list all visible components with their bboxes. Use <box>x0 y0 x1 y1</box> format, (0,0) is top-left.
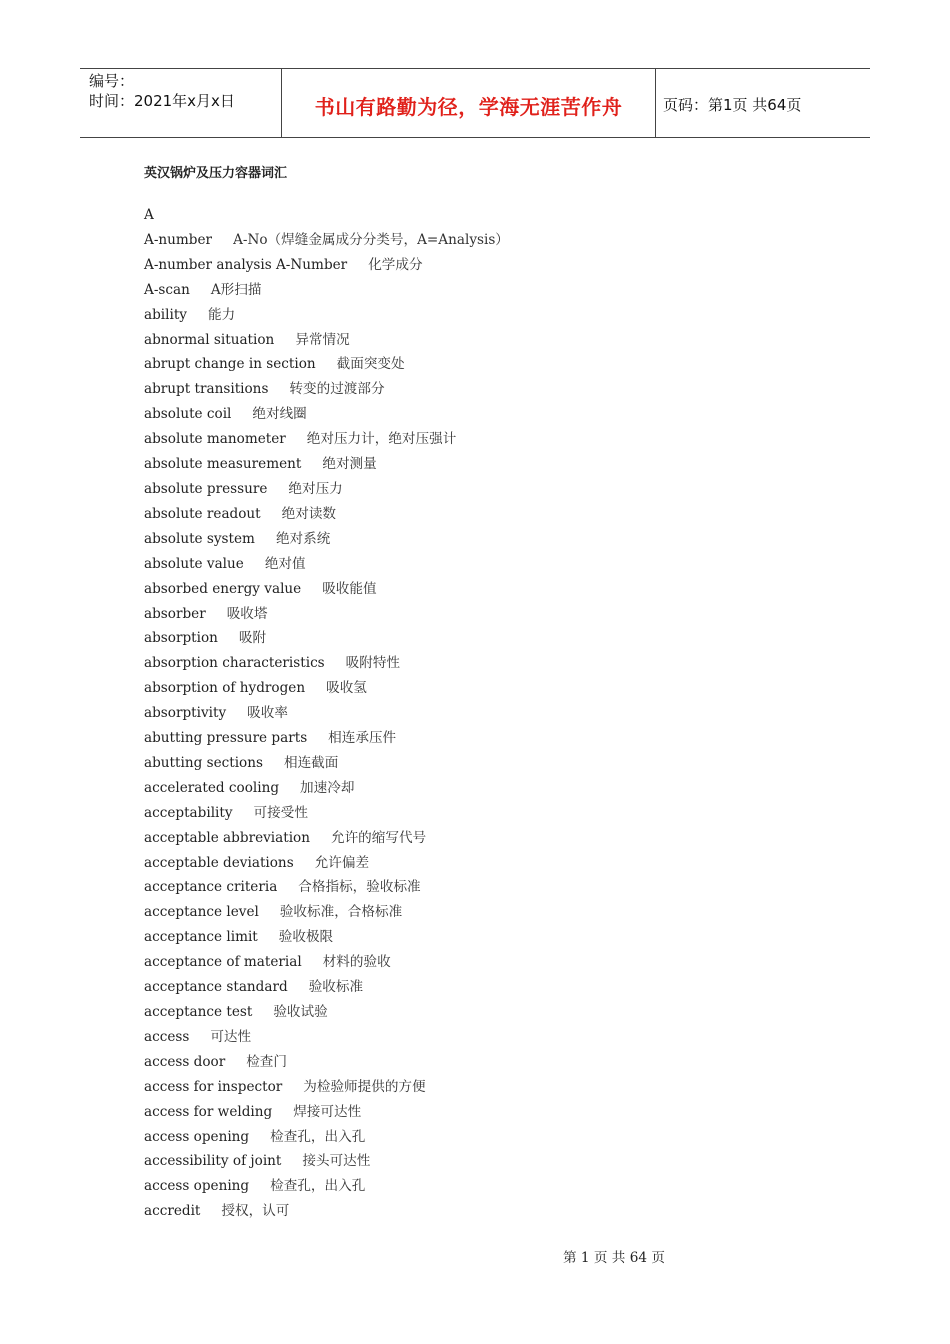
glossary-entry <box>144 504 509 529</box>
glossary-entry <box>144 653 509 678</box>
entry-term: abutting sections <box>144 754 263 771</box>
entry-term: acceptance limit <box>144 929 258 946</box>
glossary-entry <box>144 205 509 230</box>
entry-translation: 加速冷却 <box>300 779 355 796</box>
entry-translation: 吸附特性 <box>345 655 401 672</box>
entry-translation: 化学成分 <box>368 256 423 273</box>
entry-translation: 检查孔，出入孔 <box>270 1128 366 1145</box>
entry-translation: 吸收率 <box>247 705 288 722</box>
entry-term: acceptable abbreviation <box>144 829 310 846</box>
glossary-entry <box>144 1151 509 1176</box>
glossary-entry <box>144 902 509 927</box>
entry-term: absolute readout <box>144 505 261 522</box>
entry-translation: 检查孔，出入孔 <box>270 1178 366 1195</box>
glossary-entry <box>144 703 509 728</box>
glossary-entry <box>144 404 509 429</box>
glossary-entry <box>144 1027 509 1052</box>
entry-term: acceptable deviations <box>144 854 294 871</box>
glossary-entry <box>144 628 509 653</box>
glossary-entry <box>144 778 509 803</box>
glossary-entry <box>144 927 509 952</box>
header-meta-cell <box>80 69 281 137</box>
glossary-entry <box>144 305 509 330</box>
entry-term: absolute coil <box>144 406 232 423</box>
glossary-entry <box>144 230 509 255</box>
entry-translation: 允许的缩写代号 <box>331 829 427 846</box>
entry-translation: 绝对系统 <box>275 530 331 547</box>
entry-term: access opening <box>144 1128 250 1145</box>
entry-translation: 焊接可达性 <box>293 1103 362 1120</box>
entry-term: absolute manometer <box>144 431 286 448</box>
entry-translation: 绝对读数 <box>281 505 337 522</box>
glossary-entry <box>144 429 509 454</box>
glossary-entry <box>144 1201 509 1226</box>
entry-term: access door <box>144 1053 226 1070</box>
glossary-entry <box>144 828 509 853</box>
glossary-entry <box>144 728 509 753</box>
entry-translation: 合格指标，验收标准 <box>298 879 421 896</box>
entry-translation: 吸附 <box>238 630 267 647</box>
entry-translation: 截面突变处 <box>336 356 405 373</box>
entry-translation: 检查门 <box>246 1053 287 1070</box>
entry-term: A-number <box>144 231 213 248</box>
entry-term: absorber <box>144 605 206 622</box>
entry-translation: 授权，认可 <box>221 1203 290 1220</box>
glossary-entry <box>144 1127 509 1152</box>
glossary-entry <box>144 379 509 404</box>
entry-translation: 转变的过渡部分 <box>289 381 385 398</box>
entry-translation: 验收试验 <box>273 1004 328 1020</box>
document-title: 英汉锅炉及压力容器词汇 <box>144 166 288 181</box>
glossary-entry <box>144 1102 509 1127</box>
motto: 书山有路勤为径，学海无涯苦作舟 <box>314 95 623 119</box>
entry-term: acceptance standard <box>144 979 288 996</box>
entry-term: accredit <box>144 1203 201 1220</box>
glossary-entry <box>144 579 509 604</box>
glossary-entry <box>144 1052 509 1077</box>
entry-term: absolute measurement <box>144 456 302 473</box>
entry-term: accessibility of joint <box>144 1153 282 1170</box>
entry-term: accelerated cooling <box>144 779 280 796</box>
entry-term: A-scan <box>144 281 190 298</box>
glossary-entry <box>144 1077 509 1102</box>
serial-number: 编号： <box>89 72 135 90</box>
footer-page-number: 第 1 页 共 64 页 <box>563 1250 665 1266</box>
entry-term: absorption characteristics <box>144 655 325 672</box>
entry-translation: 绝对压力计，绝对压强计 <box>306 431 457 448</box>
glossary-entry <box>144 1002 509 1027</box>
entry-translation: 吸收塔 <box>226 605 268 622</box>
entry-term: absolute system <box>144 530 255 547</box>
entry-term: acceptance test <box>144 1004 253 1020</box>
entry-term: abutting pressure parts <box>144 730 308 747</box>
glossary-entry <box>144 803 509 828</box>
entry-translation: A形扫描 <box>210 281 262 298</box>
entry-term: absorption <box>144 630 218 647</box>
entry-term: access for welding <box>144 1103 273 1120</box>
glossary-entry <box>144 454 509 479</box>
header-motto-cell <box>281 69 656 137</box>
entry-term: acceptance level <box>144 904 259 921</box>
entry-translation: 吸收氢 <box>326 680 367 697</box>
glossary-entry <box>144 853 509 878</box>
document-date: 时间：2021年x月x日 <box>89 92 235 110</box>
glossary-entry <box>144 479 509 504</box>
entry-term: acceptance criteria <box>144 879 278 896</box>
entry-term: A <box>144 207 154 223</box>
entry-translation: 异常情况 <box>295 331 350 348</box>
entry-term: access <box>144 1028 190 1045</box>
entry-term: access for inspector <box>144 1078 283 1095</box>
glossary-entry <box>144 604 509 629</box>
entry-translation: 可接受性 <box>253 804 308 821</box>
glossary-entry <box>144 753 509 778</box>
entry-translation: 吸收能值 <box>322 580 377 597</box>
entry-term: abrupt change in section <box>144 356 316 373</box>
entry-term: absolute value <box>144 555 244 572</box>
entry-translation: 绝对压力 <box>288 480 343 497</box>
entry-translation: 相连截面 <box>283 754 339 771</box>
entry-translation: 绝对测量 <box>322 456 377 473</box>
entry-term: abnormal situation <box>144 331 275 348</box>
entry-translation: 能力 <box>208 306 236 323</box>
glossary-entry <box>144 330 509 355</box>
glossary-entry <box>144 529 509 554</box>
glossary-entry <box>144 678 509 703</box>
entry-term: acceptability <box>144 804 233 821</box>
entry-translation: A-No（焊缝金属成分分类号，A=Analysis） <box>233 231 509 248</box>
entry-translation: 允许偏差 <box>314 854 370 871</box>
entry-term: abrupt transitions <box>144 381 269 398</box>
entry-translation: 验收极限 <box>278 929 334 946</box>
glossary-entry <box>144 1176 509 1201</box>
entry-translation: 为检验师提供的方便 <box>303 1078 426 1095</box>
entry-translation: 绝对线圈 <box>252 406 307 423</box>
page-header <box>80 68 870 138</box>
entry-term: absorbed energy value <box>144 580 302 597</box>
entry-term: absolute pressure <box>144 480 268 497</box>
entry-term: A-number analysis A-Number <box>144 256 348 273</box>
entry-term: access opening <box>144 1178 250 1195</box>
glossary-list <box>144 205 509 1226</box>
entry-term: absorptivity <box>144 705 227 722</box>
entry-translation: 相连承压件 <box>328 730 397 747</box>
header-page-cell <box>655 69 870 137</box>
entry-translation: 绝对值 <box>264 555 306 572</box>
entry-term: ability <box>144 306 187 323</box>
glossary-entry <box>144 952 509 977</box>
glossary-entry <box>144 255 509 280</box>
glossary-entry <box>144 877 509 902</box>
entry-translation: 验收标准 <box>308 979 364 996</box>
entry-term: absorption of hydrogen <box>144 680 306 697</box>
glossary-entry <box>144 280 509 305</box>
entry-translation: 接头可达性 <box>302 1153 371 1170</box>
entry-translation: 验收标准，合格标准 <box>279 904 403 921</box>
glossary-entry <box>144 977 509 1002</box>
header-page-number: 页码：第1页 共64页 <box>663 96 802 114</box>
entry-translation: 材料的验收 <box>322 954 391 971</box>
glossary-entry <box>144 354 509 379</box>
glossary-entry <box>144 554 509 579</box>
entry-term: acceptance of material <box>144 954 302 971</box>
entry-translation: 可达性 <box>210 1028 252 1045</box>
